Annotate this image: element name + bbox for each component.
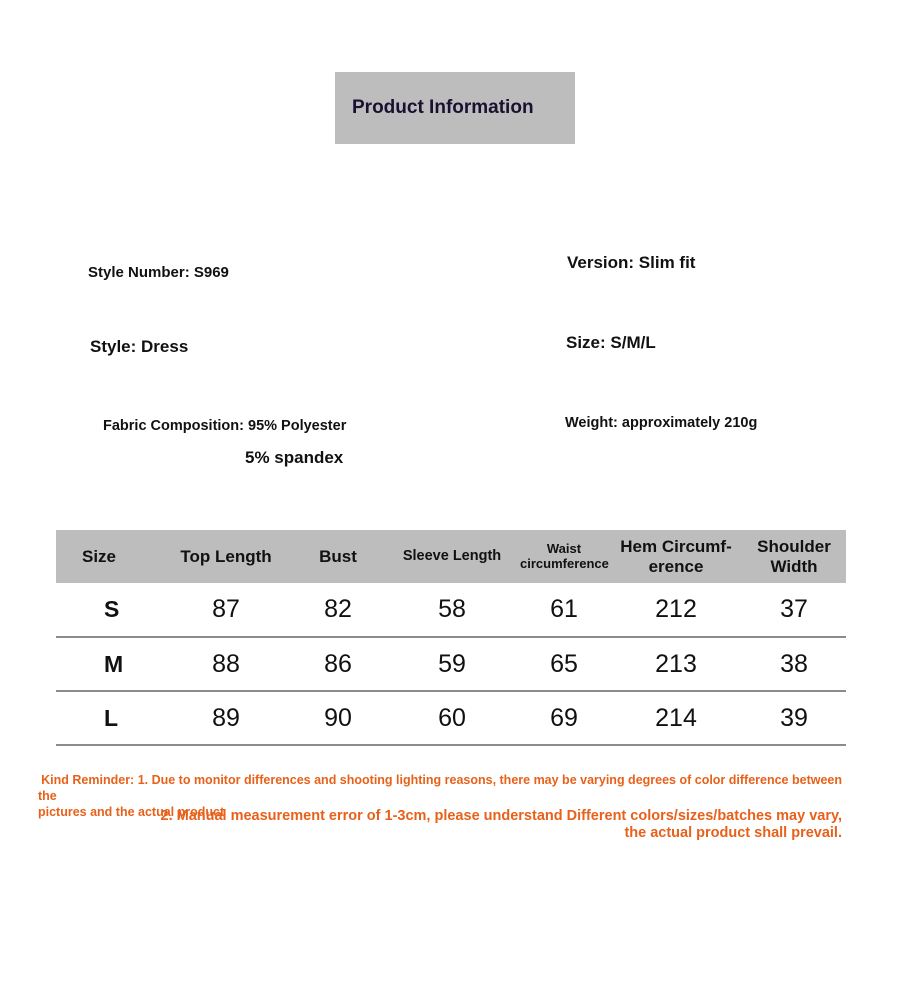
reminder-measurement-error xyxy=(38,808,842,842)
header-hem xyxy=(610,530,742,583)
size-chart-table xyxy=(56,530,846,746)
header-hem-line1: Hem Circumf- xyxy=(620,536,732,556)
header-shoulder xyxy=(742,530,846,583)
header-shoulder-line1: Shoulder xyxy=(757,536,831,556)
cell-shoulder: 39 xyxy=(780,703,808,732)
cell-size: M xyxy=(104,650,124,677)
header-bust: Bust xyxy=(319,546,357,566)
table-header-row xyxy=(56,530,846,583)
title-banner xyxy=(335,72,575,144)
size-range: Size: S/M/L xyxy=(566,333,656,352)
cell-bust: 86 xyxy=(324,649,352,678)
cell-shoulder: 38 xyxy=(780,649,808,678)
cell-waist: 69 xyxy=(550,703,578,732)
cell-top-length: 89 xyxy=(212,703,240,732)
header-hem-line2: erence xyxy=(648,556,704,576)
version: Version: Slim fit xyxy=(567,253,696,272)
reminder-line1a: Kind Reminder: 1. Due to monitor differences and shooting lighting reasons, there may be varying degrees of color difference between the xyxy=(38,773,842,803)
header-waist xyxy=(518,530,610,583)
cell-sleeve-length: 58 xyxy=(438,595,466,623)
cell-sleeve-length: 59 xyxy=(438,649,466,678)
reminder-line2a: 2. Manual measurement error of 1-3cm, please understand Different colors/sizes/batches may vary, xyxy=(160,808,842,824)
fabric-composition-spandex: 5% spandex xyxy=(245,448,344,467)
cell-waist: 61 xyxy=(550,595,578,623)
cell-sleeve-length: 60 xyxy=(438,703,466,732)
cell-size: L xyxy=(104,704,119,731)
cell-bust: 90 xyxy=(324,703,352,732)
header-waist-line1: Waist xyxy=(546,540,582,556)
reminder-line1b: pictures and the actual product xyxy=(38,805,225,819)
weight: Weight: approximately 210g xyxy=(565,415,758,431)
page-title: Product Information xyxy=(352,97,534,118)
cell-shoulder: 37 xyxy=(780,595,808,623)
cell-waist: 65 xyxy=(550,649,578,678)
cell-size: S xyxy=(104,596,120,622)
reminder-line2b: the actual product shall prevail. xyxy=(624,825,842,841)
header-shoulder-line2: Width xyxy=(770,556,818,576)
fabric-composition: Fabric Composition: 95% Polyester xyxy=(103,418,347,434)
table-row xyxy=(56,691,846,745)
cell-hem: 214 xyxy=(655,703,697,732)
table-row xyxy=(56,583,846,637)
cell-top-length: 88 xyxy=(212,649,240,678)
style: Style: Dress xyxy=(90,337,189,356)
header-sleeve-length: Sleeve Length xyxy=(402,548,502,565)
style-number: Style Number: S969 xyxy=(88,264,229,281)
cell-hem: 213 xyxy=(655,649,697,678)
header-waist-line2: circumference xyxy=(520,555,609,571)
header-top-length: Top Length xyxy=(180,546,272,566)
table-row xyxy=(56,637,846,691)
cell-top-length: 87 xyxy=(212,595,240,623)
cell-hem: 212 xyxy=(655,595,697,623)
header-size: Size xyxy=(82,546,117,566)
cell-bust: 82 xyxy=(324,595,352,623)
